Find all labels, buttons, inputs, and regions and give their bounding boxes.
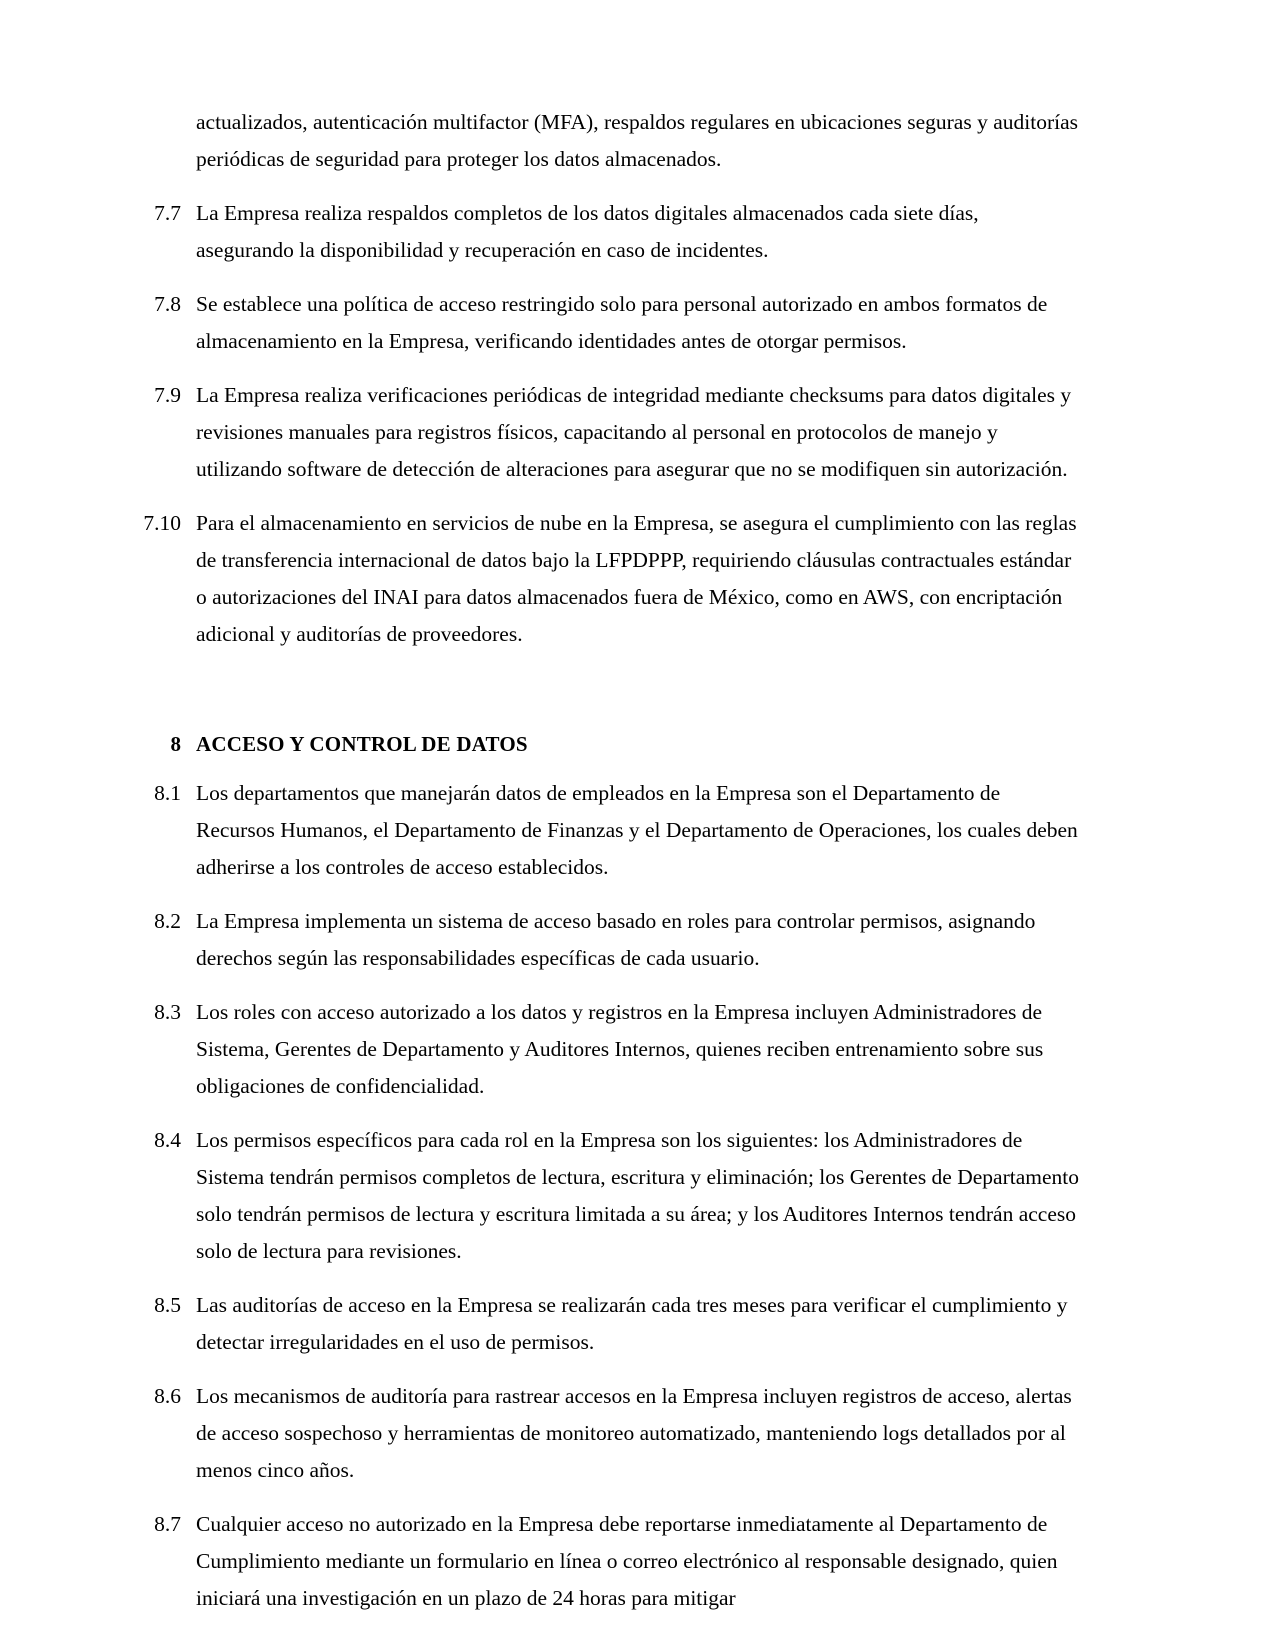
clause-8-2	[135, 903, 1080, 977]
clause-text: Para el almacenamiento en servicios de nube en la Empresa, se asegura el cumplimiento con las reglas de transferencia internacional de datos bajo la LFPDPPP, requiriendo cláusulas contractuales estándar o autorizaciones del INAI para datos almacenados fuera de México, como en AWS, con encriptación adicional y auditorías de proveedores.	[196, 511, 1077, 646]
clause-8-3	[135, 994, 1080, 1105]
clause-text: La Empresa realiza respaldos completos de los datos digitales almacenados cada siete días, asegurando la disponibilidad y recuperación en caso de incidentes.	[196, 201, 979, 262]
clause-text: Los departamentos que manejarán datos de empleados en la Empresa son el Departamento de Recursos Humanos, el Departamento de Finanzas y el Departamento de Operaciones, los cuales deben adherirse a los controles de acceso establecidos.	[196, 781, 1078, 879]
clause-number: 8.5	[154, 1293, 181, 1317]
clause-text: La Empresa realiza verificaciones periódicas de integridad mediante checksums para datos digitales y revisiones manuales para registros físicos, capacitando al personal en protocolos de manejo y utilizando software de detección de alteraciones para asegurar que no se modifiquen sin autorización.	[196, 383, 1072, 481]
clause-number: 8.2	[154, 909, 181, 933]
section-number: 8	[170, 732, 181, 756]
clause-text: Los permisos específicos para cada rol en la Empresa son los siguientes: los Administradores de Sistema tendrán permisos completos de lectura, escritura y eliminación; los Gerentes de Departamento solo tendrán permisos de lectura y escritura limitada a su área; y los Auditores Internos tendrán acceso solo de lectura para revisiones.	[196, 1128, 1080, 1263]
clause-7-10	[135, 505, 1080, 653]
clause-8-5	[135, 1287, 1080, 1361]
clause-8-6	[135, 1378, 1080, 1489]
clause-number: 7.10	[143, 511, 181, 535]
clause-text: Las auditorías de acceso en la Empresa se realizarán cada tres meses para verificar el cumplimiento y detectar irregularidades en el uso de permisos.	[196, 1293, 1068, 1354]
document-content	[135, 104, 1080, 1617]
clause-number: 7.7	[154, 201, 181, 225]
clause-text: La Empresa implementa un sistema de acceso basado en roles para controlar permisos, asignando derechos según las responsabilidades específicas de cada usuario.	[196, 909, 1036, 970]
clause-8-1	[135, 775, 1080, 886]
clause-8-7	[135, 1506, 1080, 1617]
section-heading-8	[135, 727, 1080, 761]
clause-7-8	[135, 286, 1080, 360]
clause-number: 8.6	[154, 1384, 181, 1408]
clause-text: Se establece una política de acceso restringido solo para personal autorizado en ambos formatos de almacenamiento en la Empresa, verificando identidades antes de otorgar permisos.	[196, 292, 1048, 353]
clause-7-9	[135, 377, 1080, 488]
clause-text: Cualquier acceso no autorizado en la Empresa debe reportarse inmediatamente al Departamento de Cumplimiento mediante un formulario en línea o correo electrónico al responsable designado, quien iniciará una investigación en un plazo de 24 horas para mitigar	[196, 1512, 1058, 1610]
clause-text: Los mecanismos de auditoría para rastrear accesos en la Empresa incluyen registros de acceso, alertas de acceso sospechoso y herramientas de monitoreo automatizado, manteniendo logs detallados por al menos cinco años.	[196, 1384, 1072, 1482]
clause-7-7	[135, 195, 1080, 269]
clause-number: 7.8	[154, 292, 181, 316]
clause-8-4	[135, 1122, 1080, 1270]
clause-number: 8.7	[154, 1512, 181, 1536]
clause-number: 8.3	[154, 1000, 181, 1024]
continuation-paragraph: actualizados, autenticación multifactor (MFA), respaldos regulares en ubicaciones seguras y auditorías periódicas de seguridad para proteger los datos almacenados.	[196, 110, 1078, 171]
clause-number: 7.9	[154, 383, 181, 407]
clause-text: Los roles con acceso autorizado a los datos y registros en la Empresa incluyen Administradores de Sistema, Gerentes de Departamento y Auditores Internos, quienes reciben entrenamiento sobre sus obligaciones de confidencialidad.	[196, 1000, 1044, 1098]
clause-number: 8.4	[154, 1128, 181, 1152]
clause-number: 8.1	[154, 781, 181, 805]
section-title: ACCESO Y CONTROL DE DATOS	[196, 732, 528, 756]
